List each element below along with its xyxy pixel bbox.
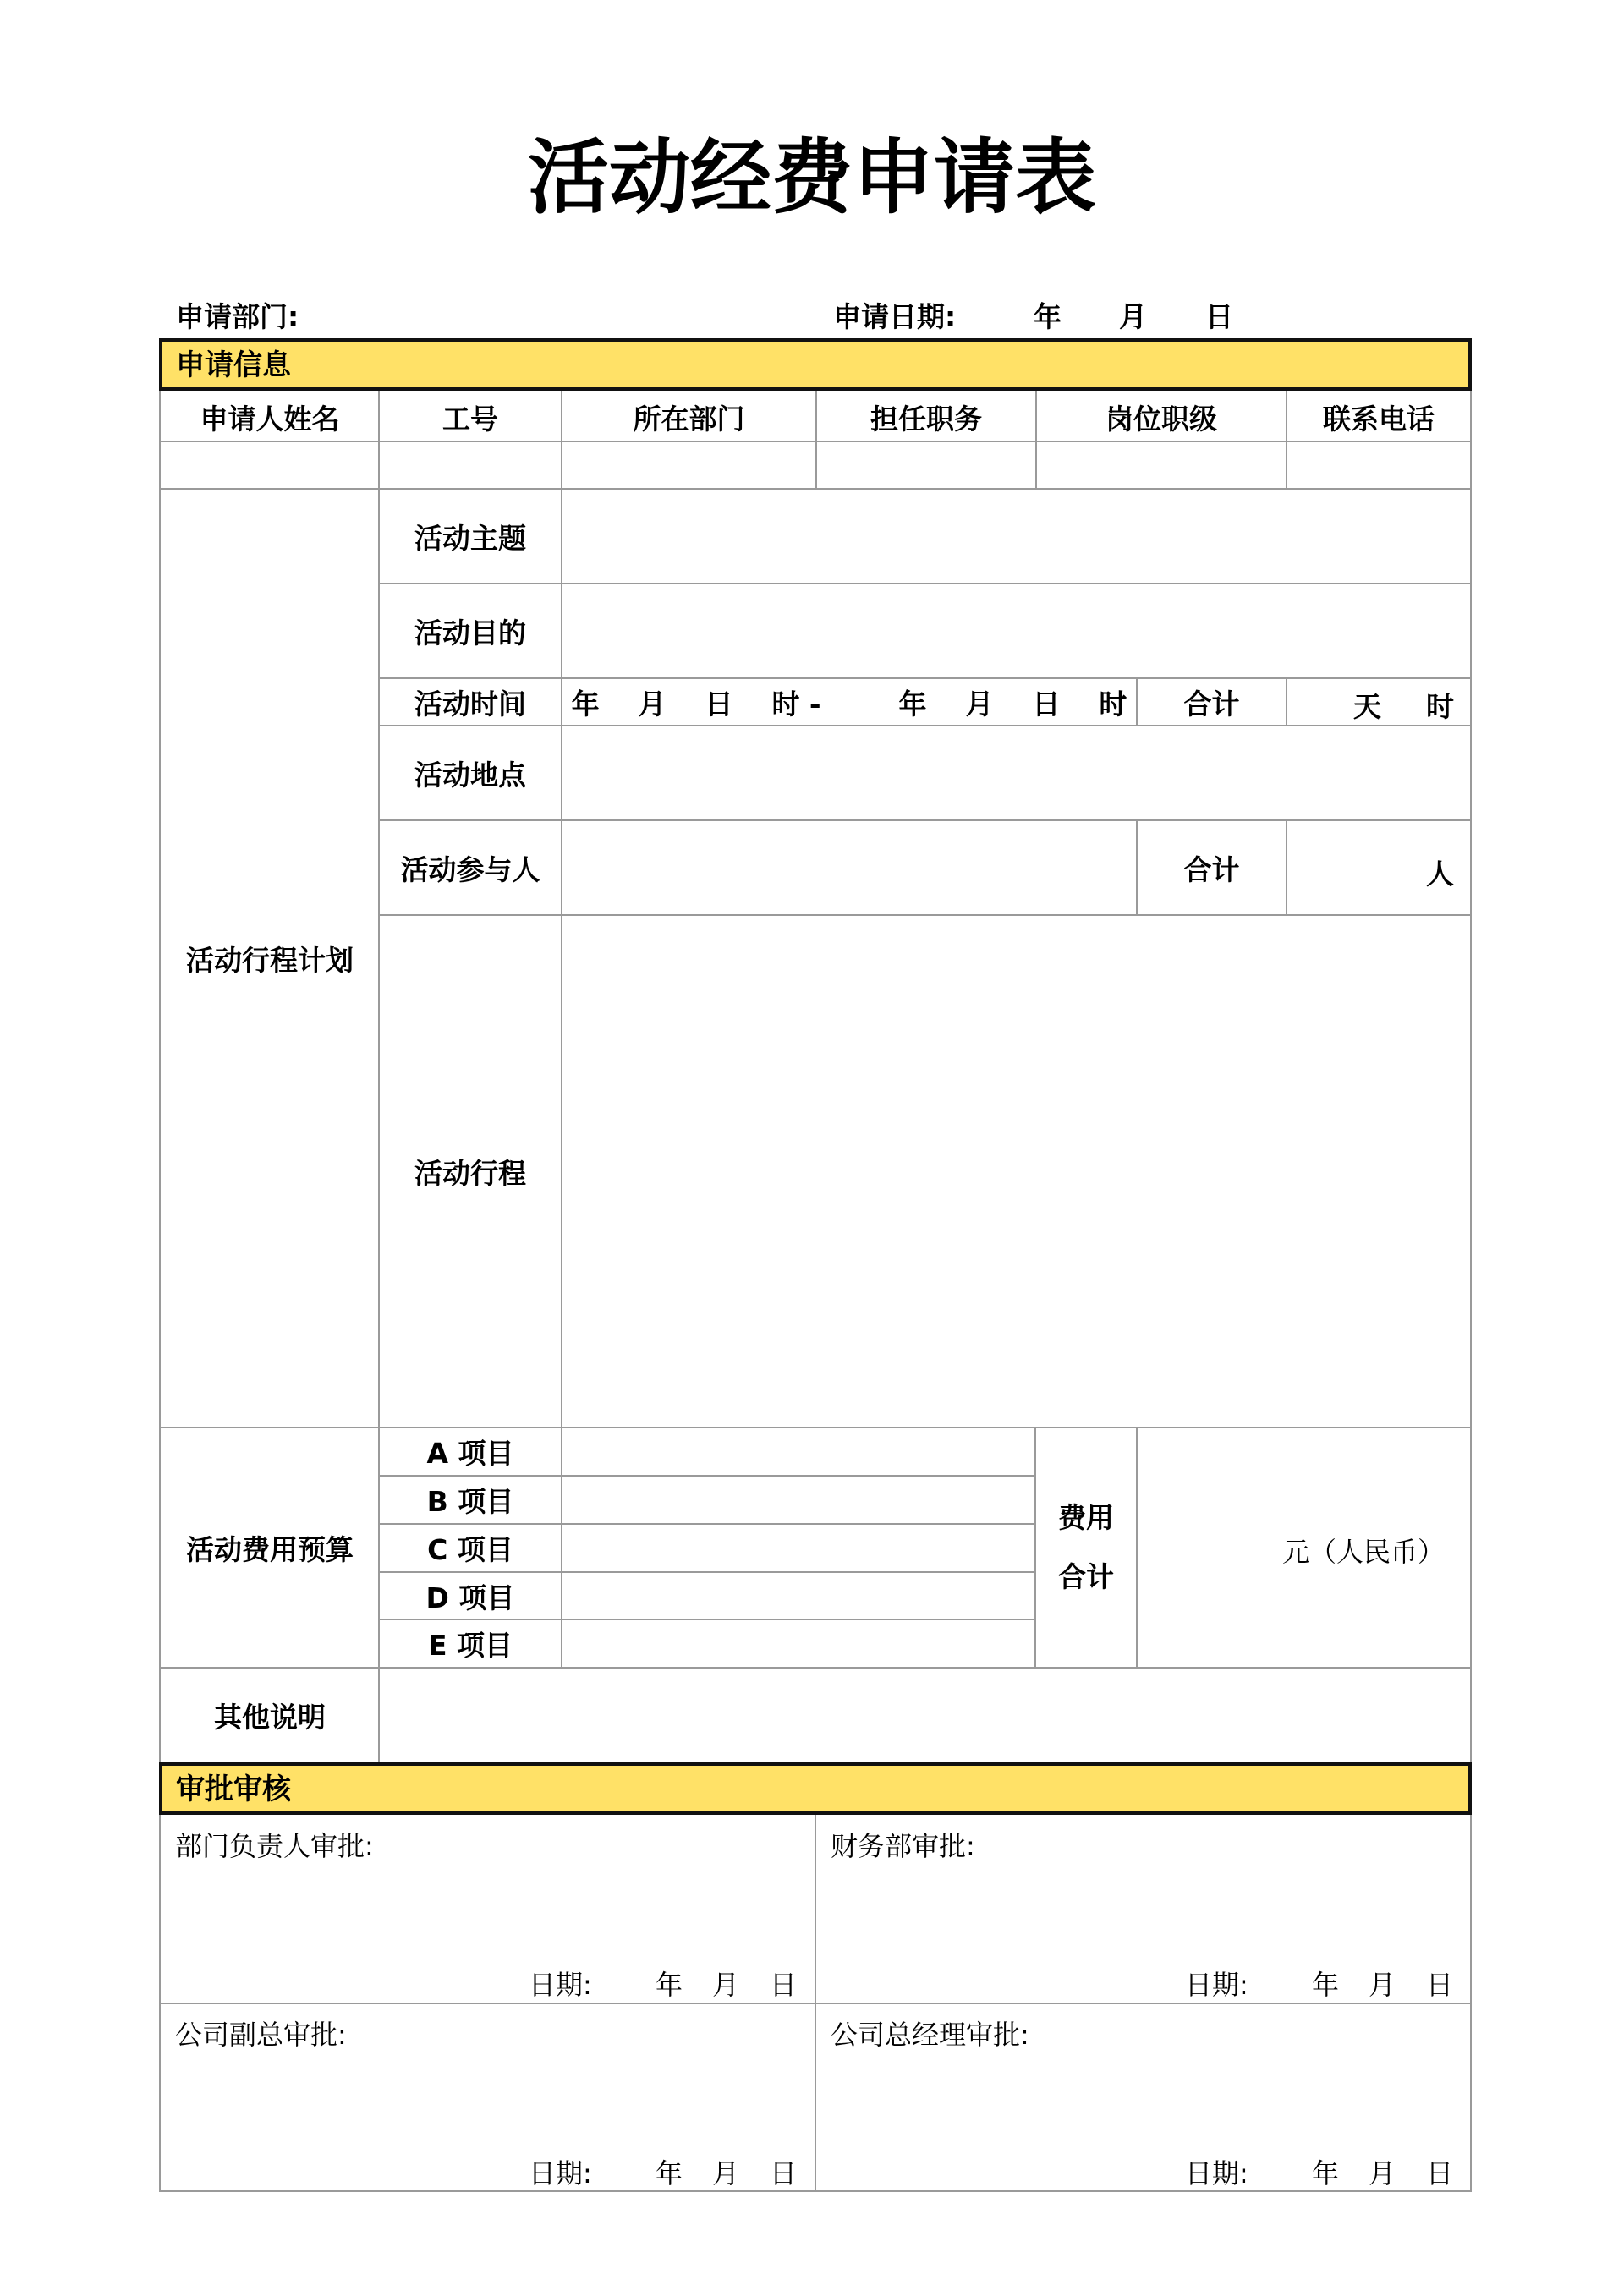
day-unit: 天 (1353, 690, 1381, 723)
approval-gm-year: 年 (1312, 2157, 1340, 2189)
approval-gm-date: 日期: (1185, 2157, 1248, 2189)
budget-item-a: A 项目 (426, 1437, 514, 1470)
approval-finance-year: 年 (1312, 1969, 1340, 2001)
section-apply-info: 申请信息 (159, 338, 1472, 391)
theme-input[interactable] (562, 489, 1471, 584)
approval-gm: 公司总经理审批: (831, 2019, 1029, 2051)
col-employee-id: 工号 (442, 402, 498, 436)
col-department: 所在部门 (633, 402, 745, 436)
time-label: 活动时间 (414, 687, 526, 721)
approval-vp-month: 月 (712, 2157, 740, 2189)
budget-item-d: D 项目 (425, 1581, 515, 1614)
grid-line (1136, 1427, 1138, 1668)
location-input[interactable] (562, 726, 1471, 820)
participants-total-label: 合计 (1183, 852, 1240, 886)
grid-line (1035, 391, 1037, 489)
approval-finance: 财务部审批: (831, 1830, 975, 1862)
grid-line (815, 391, 817, 489)
approval-finance-day: 日 (1426, 1969, 1454, 2001)
budget-input-c[interactable] (562, 1524, 1035, 1572)
grid-line (379, 1619, 1035, 1620)
col-job-level: 岗位职级 (1106, 402, 1217, 436)
date-year: 年 (1034, 300, 1062, 333)
approval-gm-month: 月 (1369, 2157, 1396, 2189)
budget-input-b[interactable] (562, 1476, 1035, 1524)
date-month: 月 (1119, 300, 1147, 333)
theme-label: 活动主题 (414, 521, 526, 555)
grid-line (379, 583, 1472, 584)
input-job-level[interactable] (1036, 441, 1287, 489)
budget-input-a[interactable] (562, 1427, 1035, 1476)
input-applicant-name[interactable] (161, 441, 379, 489)
itinerary-input[interactable] (562, 915, 1471, 1427)
grid-line (379, 819, 1472, 821)
time-total-label: 合计 (1183, 687, 1240, 721)
approval-gm-day: 日 (1426, 2157, 1454, 2189)
section-approval: 审批审核 (159, 1762, 1472, 1815)
location-label: 活动地点 (414, 758, 526, 792)
approval-dept-day: 日 (770, 1969, 798, 2001)
budget-group-label: 活动费用预算 (186, 1532, 354, 1566)
grid-line (1286, 678, 1287, 726)
approval-finance-date: 日期: (1185, 1969, 1248, 2001)
participants-label: 活动参与人 (400, 852, 540, 886)
grid-line (378, 391, 380, 489)
fee-total-line1: 费用 (1058, 1501, 1114, 1534)
col-phone: 联系电话 (1323, 402, 1435, 436)
approval-dept-month: 月 (712, 1969, 740, 2001)
budget-input-e[interactable] (562, 1619, 1035, 1668)
grid-line (1286, 820, 1287, 915)
input-position[interactable] (816, 441, 1036, 489)
grid-line (379, 1523, 1035, 1525)
other-input[interactable] (379, 1668, 1471, 1762)
fee-total-line2: 合计 (1058, 1560, 1114, 1593)
itinerary-label: 活动行程 (414, 1156, 526, 1190)
grid-line (1136, 678, 1138, 726)
date-label: 申请日期: (833, 300, 957, 333)
approval-vp-year: 年 (656, 2157, 683, 2189)
currency-note: 元（人民币） (1282, 1536, 1446, 1568)
budget-item-b: B 项目 (426, 1485, 514, 1518)
grid-line (379, 1571, 1035, 1573)
approval-finance-month: 月 (1369, 1969, 1396, 2001)
grid-line (379, 677, 1472, 679)
approval-vp-date: 日期: (529, 2157, 592, 2189)
purpose-label: 活动目的 (414, 616, 526, 649)
grid-left-border (159, 391, 161, 1762)
grid-line (561, 391, 562, 489)
page-title: 活动经费申请表 (528, 130, 1096, 225)
approval-dept-year: 年 (656, 1969, 683, 2001)
approval-dept-head: 部门负责人审批: (175, 1830, 374, 1862)
grid-right-border (1470, 391, 1472, 1762)
grid-line (379, 1475, 1035, 1477)
participants-input[interactable] (562, 820, 1137, 915)
budget-input-d[interactable] (562, 1572, 1035, 1619)
approval-vp: 公司副总审批: (175, 2019, 347, 2051)
purpose-input[interactable] (562, 584, 1471, 678)
col-applicant-name: 申请人姓名 (200, 402, 340, 436)
people-unit: 人 (1426, 858, 1454, 890)
grid-line (159, 1667, 1472, 1669)
input-phone[interactable] (1287, 441, 1471, 489)
dept-label: 申请部门: (176, 300, 299, 333)
hour-unit: 时 (1426, 690, 1454, 723)
budget-item-c: C 项目 (427, 1533, 513, 1566)
col-position: 担任职务 (870, 402, 982, 436)
input-employee-id[interactable] (379, 441, 562, 489)
grid-line (159, 1427, 1472, 1428)
grid-line (159, 2190, 1472, 2192)
budget-item-e: E 项目 (427, 1629, 513, 1662)
input-department[interactable] (562, 441, 816, 489)
grid-line (1286, 391, 1287, 489)
date-day: 日 (1205, 300, 1233, 333)
grid-line (159, 2003, 1472, 2004)
grid-line (379, 914, 1472, 916)
time-value[interactable]: 年 月 日 时 - 年 月 日 时 (571, 687, 1127, 721)
grid-line (1136, 820, 1138, 915)
fee-total-label (1035, 1427, 1137, 1668)
approval-dept-date: 日期: (529, 1969, 592, 2001)
grid-line (561, 489, 562, 1668)
other-label: 其他说明 (214, 1700, 326, 1734)
approval-vp-day: 日 (770, 2157, 798, 2189)
grid-line (1034, 1427, 1036, 1668)
plan-group-label: 活动行程计划 (186, 943, 354, 977)
grid-line (379, 725, 1472, 726)
